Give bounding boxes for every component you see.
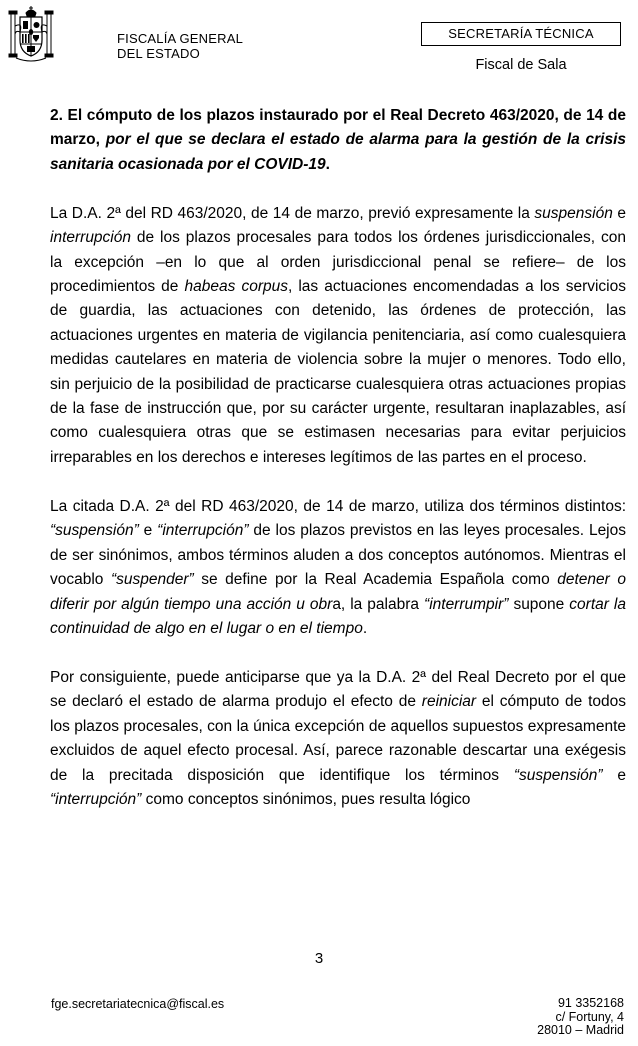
italic-text: habeas corpus <box>184 278 288 296</box>
document-body <box>50 104 626 837</box>
text-run: como conceptos sinónimos, pues resulta lógico <box>141 790 471 808</box>
text-run: a, la palabra <box>332 595 425 613</box>
italic-text: interrupción <box>50 229 131 247</box>
text-run: de los plazos previstos en las leyes procesales. Lejos de ser sinónimos, ambos términos aluden a dos conceptos autónomos. Mientras el vocablo <box>50 522 626 589</box>
italic-text: “interrupción” <box>50 790 142 808</box>
italic-text: detener o diferir por algún tiempo una acción u obr <box>50 571 626 613</box>
text-run: de los plazos procesales para todos los órdenes jurisdiccionales, con la excepción –en lo que al orden jurisdiccional penal se refiere– de los procedimientos de <box>50 229 626 296</box>
text-run: e <box>602 766 626 784</box>
text-run: La D.A. 2ª del RD 463/2020, de 14 de marzo, previó expresamente la <box>50 204 535 222</box>
text-run: . <box>325 155 330 173</box>
text-run: e <box>612 204 626 222</box>
footer-address-line: c/ Fortuny, 4 <box>555 1009 624 1024</box>
issuer-line: FISCALÍA GENERAL <box>117 31 244 46</box>
italic-text: “interrupción” <box>157 522 249 540</box>
text-run: se define por la Real Academia Española como <box>193 571 558 589</box>
page-number: 3 <box>314 950 324 967</box>
coat-of-arms-icon <box>8 4 54 64</box>
paragraph <box>50 666 626 812</box>
subunit-label: Fiscal de Sala <box>475 57 567 73</box>
italic-text: reiniciar <box>421 693 477 711</box>
text-run: La citada D.A. 2ª del RD 463/2020, de 14 de marzo, utiliza dos términos distintos: <box>50 497 626 515</box>
footer-contact <box>537 997 624 1038</box>
footer-email: fge.secretariatecnica@fiscal.es <box>51 997 225 1011</box>
text-run: 2. El cómputo de los plazos instaurado por el Real Decreto 463/2020, de 14 de marzo, <box>50 107 626 149</box>
issuer-name <box>117 31 243 61</box>
footer-phone: 91 3352168 <box>557 996 624 1010</box>
paragraph <box>50 202 626 470</box>
text-run: el cómputo de todos los plazos procesales, con la única excepción de aquellos supuestos expresamente excluidos de aquel efecto procesal. Así, parece razonable descartar una exégesis de la precitada disposición que identifique los términos <box>50 693 626 784</box>
text-run: . <box>362 619 368 637</box>
italic-text: por el que se declara el estado de alarma para la gestión de la crisis sanitaria ocasionada por el COVID-19 <box>50 131 627 173</box>
paragraph <box>50 495 626 641</box>
text-run: , las actuaciones encomendadas a los servicios de guardia, las actuaciones con detenido, las órdenes de protección, las actuaciones urgentes en materia de vigilancia penitenciaria, así como cualesquiera medidas cautelares en materia de violencia sobre la mujer o menores. Todo ello, sin perjuicio de la posibilidad de practicarse cualesquiera otras actuaciones propias de la fase de instrucción que, por su carácter urgente, resultaran inaplazables, así como cualesquiera otras que se estimasen necesarias para evitar perjuicios irreparables en los derechos e intereses legítimos de las partes en el proceso. <box>50 278 626 466</box>
section-heading <box>50 104 626 177</box>
italic-text: “suspensión” <box>513 766 603 784</box>
italic-text: “suspensión” <box>50 522 139 540</box>
text-run: Por consiguiente, puede anticiparse que ya la D.A. 2ª del Real Decreto por el que se declaró el estado de alarma produjo el efecto de <box>50 668 626 711</box>
unit-box: SECRETARÍA TÉCNICA <box>421 22 621 46</box>
italic-text: “suspender” <box>110 571 194 589</box>
text-run: supone <box>508 595 570 613</box>
footer-address-line: 28010 – Madrid <box>537 1023 624 1037</box>
italic-text: “interrumpir” <box>424 595 509 613</box>
issuer-line: DEL ESTADO <box>117 46 200 61</box>
italic-text: suspensión <box>534 204 613 222</box>
text-run: e <box>138 522 158 540</box>
italic-text: cortar la continuidad de algo en el lugar o en el tiempo <box>50 595 626 637</box>
